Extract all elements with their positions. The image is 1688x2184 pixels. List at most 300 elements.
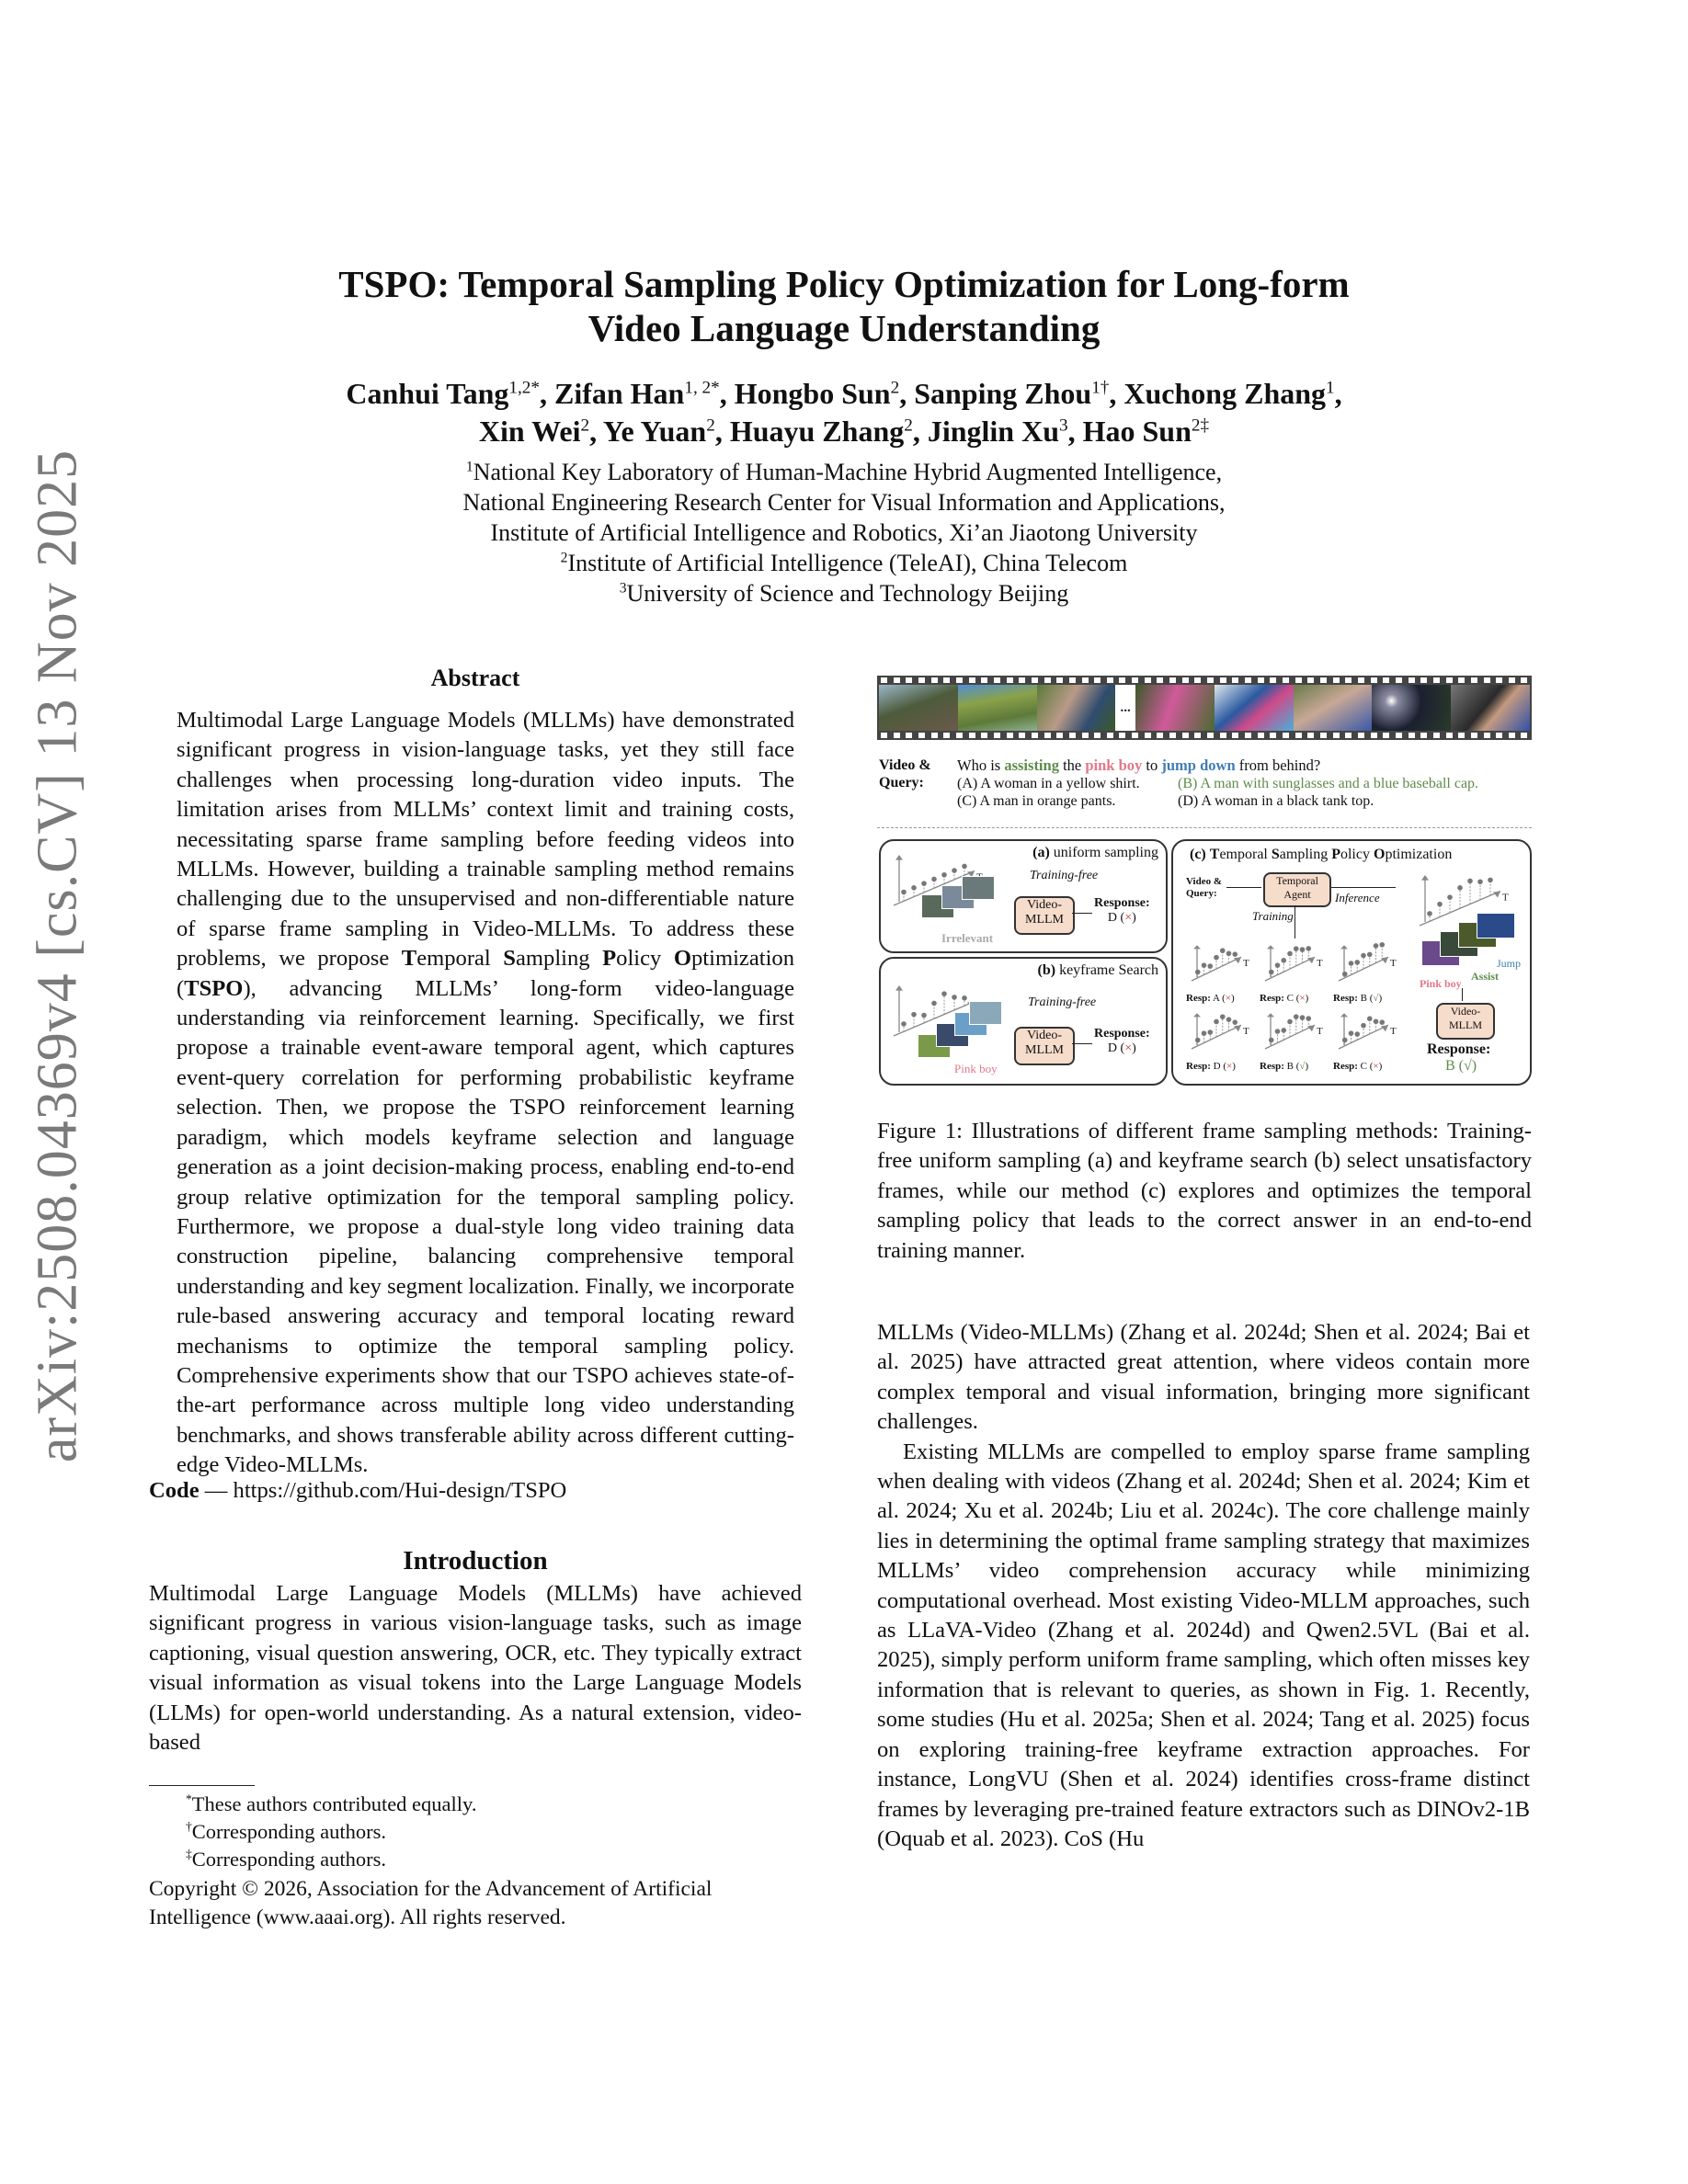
time-axis-label: T	[1243, 958, 1249, 970]
affiliation-text: Institute of Artificial Intelligence (TeleAI), China Telecom	[567, 550, 1128, 576]
film-hole	[1207, 733, 1214, 738]
code-dash: —	[199, 1478, 234, 1503]
film-hole	[1320, 733, 1327, 738]
response-label: Response:	[1094, 896, 1150, 910]
sample-point	[941, 991, 947, 996]
film-hole	[994, 677, 1000, 683]
rollout-label: Resp:	[1260, 993, 1284, 1004]
rollout-label: Resp:	[1186, 993, 1211, 1004]
video-mllm-box	[1014, 1027, 1075, 1065]
affiliations	[184, 457, 1504, 609]
query-label-line-1: Video &	[879, 757, 931, 773]
film-hole	[1220, 733, 1226, 738]
panel-c-title	[1190, 847, 1452, 863]
film-hole	[1283, 733, 1289, 738]
film-hole	[1433, 677, 1440, 683]
film-hole	[1082, 733, 1089, 738]
sample-point	[1467, 879, 1473, 884]
footnote-mark: †	[186, 1819, 192, 1834]
sample-point	[1379, 1019, 1385, 1025]
film-hole	[1145, 677, 1151, 683]
rollout-response	[1186, 993, 1258, 1004]
video-frame	[1037, 685, 1116, 731]
video-frame	[1135, 685, 1215, 731]
tspo-initial: S	[503, 946, 516, 972]
affiliation-line	[184, 487, 1504, 518]
video-mllm-box	[1436, 1003, 1495, 1040]
sample-point	[1342, 1038, 1348, 1043]
film-hole	[1007, 677, 1013, 683]
sample-point	[1220, 948, 1226, 953]
film-hole	[1320, 677, 1327, 683]
film-hole	[1509, 677, 1515, 683]
video-frame-gap	[1115, 685, 1135, 731]
footnotes	[149, 1791, 802, 1873]
author-affiliation-mark: 3	[1059, 415, 1068, 436]
sample-point	[1477, 879, 1483, 884]
affiliation-line	[184, 518, 1504, 548]
rollout-sample	[1260, 1008, 1331, 1075]
film-hole	[943, 733, 950, 738]
film-hole	[1056, 677, 1063, 683]
tspo-word: ptimization	[690, 946, 795, 972]
arrow	[1072, 913, 1092, 914]
panel-a-title-text: uniform sampling	[1049, 845, 1158, 860]
film-hole	[1396, 733, 1402, 738]
response-correct: B (√)	[1445, 1058, 1477, 1074]
panel-c-title-text	[1210, 847, 1453, 862]
film-hole	[1069, 733, 1076, 738]
sample-point	[1202, 1030, 1207, 1036]
film-hole	[1333, 677, 1340, 683]
film-hole	[931, 733, 938, 738]
sample-point	[1379, 942, 1385, 948]
sample-point	[911, 885, 917, 891]
irrelevant-label: Irrelevant	[941, 931, 994, 945]
rollout-close: )	[1232, 1061, 1236, 1072]
response-label: Response:	[1094, 1027, 1150, 1041]
rollout-grid	[1186, 940, 1407, 1078]
panel-a-title	[1032, 845, 1158, 861]
film-hole	[894, 677, 900, 683]
panel-b-title	[1038, 962, 1159, 979]
film-hole	[1169, 677, 1176, 683]
axis-arrow-icon	[895, 855, 903, 860]
tspo-word: emporal	[1219, 847, 1272, 862]
figure-1	[877, 676, 1532, 1089]
sample-point	[1202, 962, 1207, 968]
input-line: Video &	[1186, 876, 1223, 887]
film-hole	[1056, 733, 1063, 738]
sample-point	[1306, 1016, 1311, 1021]
introduction-heading: Introduction	[403, 1546, 548, 1575]
film-hole	[906, 677, 912, 683]
q-jump-down: jump down	[1161, 756, 1236, 774]
sample-point	[1287, 1019, 1293, 1025]
affiliation-mark: 2	[560, 550, 568, 566]
response-value: D (	[1107, 911, 1125, 925]
author-name: Hao Sun	[1082, 415, 1192, 448]
sample-point	[1281, 1028, 1286, 1033]
jump-tag: Jump	[1497, 957, 1522, 970]
tspo-expansion	[402, 946, 794, 971]
film-hole	[1157, 677, 1163, 683]
rollout-response	[1333, 993, 1405, 1004]
rollout-answer: B (	[1283, 1061, 1300, 1072]
frame-ellipsis: ...	[1120, 700, 1131, 715]
video-frame	[1372, 685, 1451, 731]
author-affiliation-mark: 2	[580, 415, 590, 436]
author-affiliation-mark: 2‡	[1191, 415, 1210, 436]
film-hole	[1509, 733, 1515, 738]
rollout-answer: B (	[1357, 993, 1374, 1004]
arrow	[1331, 887, 1396, 888]
query-label	[879, 756, 931, 791]
film-hole	[906, 733, 912, 738]
sample-point	[962, 864, 967, 870]
sample-point	[1226, 950, 1232, 956]
wrong-mark-icon: ×	[1299, 993, 1306, 1004]
frame-thumb	[969, 1001, 1002, 1025]
film-hole	[1044, 733, 1051, 738]
sample-point	[1275, 962, 1281, 968]
affiliation-mark: 1	[465, 459, 473, 475]
rollout-answer: A (	[1210, 993, 1226, 1004]
inference-label: Inference	[1335, 891, 1380, 904]
panel-b-tag: (b)	[1037, 962, 1056, 978]
response-close: )	[1132, 1041, 1136, 1055]
film-hole	[981, 677, 987, 683]
check-mark-icon: √	[1299, 1061, 1306, 1072]
film-hole	[1358, 677, 1364, 683]
sample-point	[1349, 961, 1354, 966]
rollout-answer: D (	[1210, 1061, 1226, 1072]
film-hole	[1107, 677, 1113, 683]
abstract-paren: (	[177, 975, 185, 1001]
film-hole	[1496, 677, 1502, 683]
film-hole	[881, 677, 887, 683]
film-hole	[1044, 677, 1051, 683]
panel-uniform-sampling	[879, 839, 1168, 953]
tspo-initial: O	[673, 946, 691, 972]
affiliation-text: University of Science and Technology Beijing	[626, 580, 1069, 607]
sample-point	[1195, 970, 1201, 975]
response-value: D (	[1107, 1041, 1125, 1055]
author-name: Zifan Han	[553, 377, 685, 410]
tspo-word: ptimization	[1385, 847, 1453, 862]
q-text: to	[1142, 756, 1162, 774]
film-hole	[1245, 733, 1251, 738]
film-hole	[956, 733, 963, 738]
author-name: Xin Wei	[478, 415, 581, 448]
code-url-link[interactable]: https://github.com/Hui-design/TSPO	[233, 1478, 567, 1503]
author-name: Xuchong Zhang	[1123, 377, 1327, 410]
film-hole	[1484, 677, 1490, 683]
film-hole	[1069, 677, 1076, 683]
film-hole	[881, 733, 887, 738]
rollout-close: )	[1305, 1061, 1309, 1072]
abstract-text-1: Multimodal Large Language Models (MLLMs) have demonstrated significant progress in vision-language tasks, yet they still face challenges when processing long-duration video inputs. The limitation arises from MLLMs’ context limit and training costs, necessitating sparse frame sampling before feeding videos into MLLMs. However, building a trainable sampling method remains challenging due to the unsupervised and non-differentiable nature of sparse frame sampling in Video-MLLMs. To address these problems, we propose	[177, 708, 794, 972]
footnote-rule	[149, 1785, 255, 1786]
q-assist: assisting	[1004, 756, 1059, 774]
film-hole	[1082, 677, 1089, 683]
author-affiliation-mark: 2	[706, 415, 715, 436]
film-hole	[1446, 677, 1453, 683]
author-affiliation-mark: 1, 2*	[684, 378, 720, 398]
time-axis-label: T	[1317, 958, 1323, 970]
rollout-close: )	[1305, 993, 1309, 1004]
video-mllm-box	[1014, 896, 1075, 935]
arrow	[1226, 887, 1261, 888]
author-affiliation-mark: 1,2*	[508, 378, 540, 398]
film-hole	[894, 733, 900, 738]
film-hole	[931, 677, 938, 683]
affiliation-mark: 3	[619, 580, 627, 597]
film-hole	[1182, 733, 1189, 738]
sample-point	[921, 1013, 927, 1018]
film-hole	[1169, 733, 1176, 738]
sample-point	[931, 1001, 937, 1007]
film-hole	[1345, 677, 1352, 683]
panel-a-tag: (a)	[1032, 845, 1050, 860]
film-hole	[1145, 733, 1151, 738]
abstract-text-2: ), advancing MLLMs’ long-form video-language understanding via reinforcement learning. Specifically, we first propose a trainable event-aware temporal agent, which captures event-query correlation for performing probabilistic keyframe selection. Then, we propose the TSPO reinforcement learning paradigm, which models keyframe selection and language generation as a joint decision-making process, enabling end-to-end group relative optimization for the temporal sampling policy. Furthermore, we propose a dual-style long video training data construction pipeline, balancing comprehensive temporal understanding and key segment localization. Finally, we incorporate rule-based answering accuracy and temporal locating reward mechanisms to optimize the temporal sampling policy. Comprehensive experiments show that our TSPO achieves state-of-the-art performance across multiple long video understanding benchmarks, and shows transferable ability across different cutting-edge Video-MLLMs.	[177, 975, 794, 1478]
sample-point	[1367, 952, 1373, 958]
abstract-body	[149, 706, 802, 1481]
film-hole	[1157, 733, 1163, 738]
code-label: Code	[149, 1478, 200, 1503]
footnote-text: These authors contributed equally.	[191, 1792, 477, 1815]
query-label-line-2: Query:	[879, 775, 924, 791]
affiliation-text: National Engineering Research Center for Visual Information and Applications,	[462, 489, 1226, 516]
affiliation-text: Institute of Artificial Intelligence and Robotics, Xi’an Jiaotong University	[490, 519, 1198, 546]
wrong-mark-icon: ×	[1373, 1061, 1379, 1072]
sample-point	[1294, 946, 1299, 951]
film-hole	[1295, 733, 1302, 738]
intro-paragraph-2: Existing MLLMs are compelled to employ sparse frame sampling when dealing with videos (Zhang et al. 2024d; Shen et al. 2024; Kim et al. 2024; Xu et al. 2024b; Liu et al. 2024c). The core challenge mainly lies in determining the optimal frame sampling strategy that maximizes MLLMs’ video comprehension accuracy while minimizing computational overhead. Most existing Video-MLLM approaches, such as LLaVA-Video (Zhang et al. 2024d) and Qwen2.5VL (Bai et al. 2025), simply perform uniform frame sampling, which often misses key information that is relevant to queries, as shown in Fig. 1. Recently, some studies (Hu et al. 2025a; Shen et al. 2024; Tang et al. 2025) focus on exploring training-free keyframe extraction approaches. For instance, LongVU (Shen et al. 2024) identifies cross-frame distinct frames by leveraging pre-trained feature extractors such as DINOv2-1B (Oquab et al. 2023). CoS (Hu	[877, 1439, 1530, 1851]
tspo-word: olicy	[1340, 847, 1374, 862]
rollout-close: )	[1378, 993, 1383, 1004]
time-axis-label: T	[1390, 1026, 1397, 1038]
tspo-initial: S	[1271, 847, 1280, 862]
sample-point	[1226, 1017, 1232, 1022]
sample-point	[1367, 1016, 1373, 1021]
video-frame	[1215, 685, 1294, 731]
film-hole	[1371, 733, 1377, 738]
sample-point	[1275, 1029, 1281, 1034]
film-hole	[1194, 733, 1201, 738]
model-line: Video-	[1026, 1029, 1063, 1042]
panel-b-response	[1094, 1027, 1150, 1056]
copyright-notice: Copyright © 2026, Association for the Advancement of Artificial Intelligence (www.aaai.org). All rights reserved.	[149, 1877, 713, 1929]
film-hole	[1094, 677, 1101, 683]
rollout-sample	[1333, 940, 1405, 1007]
rollout-response	[1260, 1061, 1331, 1072]
sample-point	[1354, 960, 1360, 965]
abstract-heading: Abstract	[430, 665, 520, 691]
sample-point	[1207, 963, 1213, 969]
sample-point	[1488, 878, 1493, 883]
footnote	[149, 1846, 802, 1873]
film-hole	[1409, 733, 1415, 738]
sample-point	[931, 877, 937, 882]
panel-keyframe-search	[879, 957, 1168, 1086]
sample-point	[941, 872, 947, 878]
film-hole	[918, 733, 925, 738]
video-frame	[1451, 685, 1530, 731]
film-hole	[1307, 677, 1314, 683]
wrong-mark-icon: ×	[1225, 993, 1232, 1004]
rollout-response	[1333, 1061, 1405, 1072]
sample-point	[1232, 1019, 1237, 1025]
film-hole	[1458, 677, 1465, 683]
footnote-text: Corresponding authors.	[191, 1848, 386, 1871]
film-hole	[1471, 733, 1477, 738]
video-frame	[958, 685, 1037, 731]
axis-arrow-icon	[1421, 875, 1429, 881]
sample-point	[1437, 902, 1443, 907]
response-close: )	[1132, 911, 1136, 925]
tspo-initial: P	[602, 946, 617, 972]
title-line-2: Video Language Understanding	[587, 307, 1101, 349]
sample-point	[1349, 1030, 1354, 1036]
author-name: Canhui Tang	[346, 377, 509, 410]
rollout-close: )	[1378, 1061, 1383, 1072]
rollout-timeline-icon	[1333, 940, 1403, 988]
rollout-response	[1186, 1061, 1258, 1072]
sample-point	[1361, 1023, 1366, 1029]
footnote-text: Corresponding authors.	[191, 1820, 386, 1843]
rollout-response	[1260, 993, 1331, 1004]
sample-point	[911, 1012, 917, 1018]
arrow	[1462, 988, 1463, 1001]
agent-line: Temporal	[1276, 874, 1318, 887]
model-line: MLLM	[1449, 1018, 1482, 1031]
right-column-body	[877, 1318, 1530, 1854]
sample-point	[1232, 951, 1237, 957]
author-affiliation-mark: 2	[890, 378, 900, 398]
axis-arrow-icon	[1267, 945, 1274, 949]
axis-arrow-icon	[1267, 1013, 1274, 1017]
film-hole	[1270, 733, 1276, 738]
film-hole	[1245, 677, 1251, 683]
sample-point	[1354, 1031, 1360, 1037]
sample-point	[1374, 943, 1379, 949]
panel-tspo	[1171, 839, 1532, 1086]
film-hole	[1119, 677, 1125, 683]
intro-paragraph-1-right: MLLMs (Video-MLLMs) (Zhang et al. 2024d; Shen et al. 2024; Bai et al. 2025) have attracted great attention, where videos contain more complex temporal and visual information, bringing more significant challenges.	[877, 1320, 1530, 1435]
panel-c-tag: (c)	[1190, 847, 1206, 862]
time-axis-label: T	[1243, 1026, 1249, 1038]
film-hole	[969, 677, 975, 683]
arxiv-stamp	[17, 449, 99, 1463]
film-hole	[981, 733, 987, 738]
model-line: MLLM	[1025, 1043, 1064, 1057]
arrow	[1072, 1043, 1092, 1044]
author-name: Jinglin Xu	[927, 415, 1059, 448]
tspo-word: olicy	[616, 946, 674, 972]
tspo-acronym: TSPO	[184, 975, 244, 1001]
model-line: MLLM	[1025, 913, 1064, 927]
axis-arrow-icon	[1193, 945, 1201, 949]
film-hole	[1521, 677, 1527, 683]
sample-point	[1457, 885, 1463, 891]
author-list: Canhui Tang$^{1,2*}$, Zifan Han$^{1, 2*}$, Hongbo Sun$^2$, Sanping Zhou$^{1\dagger}$, Xuchong Zhang$^1$, Xin Wei$^2$, Ye Yuan$^2$, Huayu Zhang$^2$, Jinglin Xu$^3$, Hao Sun$^{2\ddagger}$	[346, 377, 1342, 448]
film-hole	[1458, 733, 1465, 738]
film-hole	[1107, 733, 1113, 738]
film-hole	[1094, 733, 1101, 738]
film-hole	[1484, 733, 1490, 738]
video-frame	[1294, 685, 1373, 731]
sample-point	[1374, 1018, 1379, 1024]
film-hole	[1521, 733, 1527, 738]
film-hole	[1032, 733, 1038, 738]
film-hole	[1383, 677, 1389, 683]
wrong-mark-icon: ×	[1124, 911, 1133, 925]
tspo-word: ampling	[1279, 847, 1332, 862]
film-hole	[1032, 677, 1038, 683]
film-hole	[1182, 677, 1189, 683]
author-affiliation-mark: 2	[904, 415, 913, 436]
film-hole	[1132, 677, 1138, 683]
training-label: Training	[1252, 909, 1294, 923]
sample-point	[1294, 1014, 1299, 1019]
film-hole	[969, 733, 975, 738]
film-hole	[1409, 677, 1415, 683]
video-filmstrip	[877, 676, 1532, 740]
rollout-answer: C (	[1283, 993, 1300, 1004]
sample-point	[1342, 972, 1348, 977]
film-hole	[1358, 733, 1364, 738]
video-frames	[879, 685, 1530, 731]
response-label: Response:	[1427, 1041, 1491, 1057]
code-line	[149, 1476, 802, 1506]
training-free-label: Training-free	[1030, 869, 1099, 882]
film-hole	[1295, 677, 1302, 683]
rollout-sample	[1260, 940, 1331, 1007]
sample-point	[1427, 911, 1432, 916]
film-hole	[1207, 677, 1214, 683]
assist-tag: Assist	[1471, 970, 1500, 983]
sample-point	[1300, 947, 1306, 952]
check-mark-icon: √	[1373, 993, 1379, 1004]
video-frame	[879, 685, 958, 731]
paper-title	[184, 262, 1504, 350]
time-axis-label: T	[1317, 1026, 1323, 1038]
agent-line: Agent	[1283, 888, 1311, 901]
answer-options	[957, 775, 1478, 810]
film-hole	[994, 733, 1000, 738]
model-line: Video-	[1450, 1005, 1481, 1018]
rollout-timeline-icon	[1186, 940, 1256, 988]
option-d: (D) A woman in a black tank top.	[1178, 793, 1374, 809]
model-line: Video-	[1026, 898, 1063, 912]
film-hole	[1132, 733, 1138, 738]
rollout-sample	[1186, 1008, 1258, 1075]
sample-point	[1269, 970, 1274, 975]
wrong-mark-icon: ×	[1124, 1041, 1133, 1055]
rollout-timeline-icon	[1186, 1008, 1256, 1056]
rollout-timeline-icon	[1333, 1008, 1403, 1056]
q-text: Who is	[957, 756, 1005, 774]
time-axis-label: T	[1390, 958, 1397, 970]
option-c: (C) A man in orange pants.	[957, 793, 1116, 809]
sample-point	[1281, 958, 1286, 963]
author-name: Ye Yuan	[602, 415, 707, 448]
film-hole	[1345, 733, 1352, 738]
title-line-1: TSPO: Temporal Sampling Policy Optimization for Long-form	[338, 263, 1350, 305]
sample-point	[1214, 955, 1219, 961]
